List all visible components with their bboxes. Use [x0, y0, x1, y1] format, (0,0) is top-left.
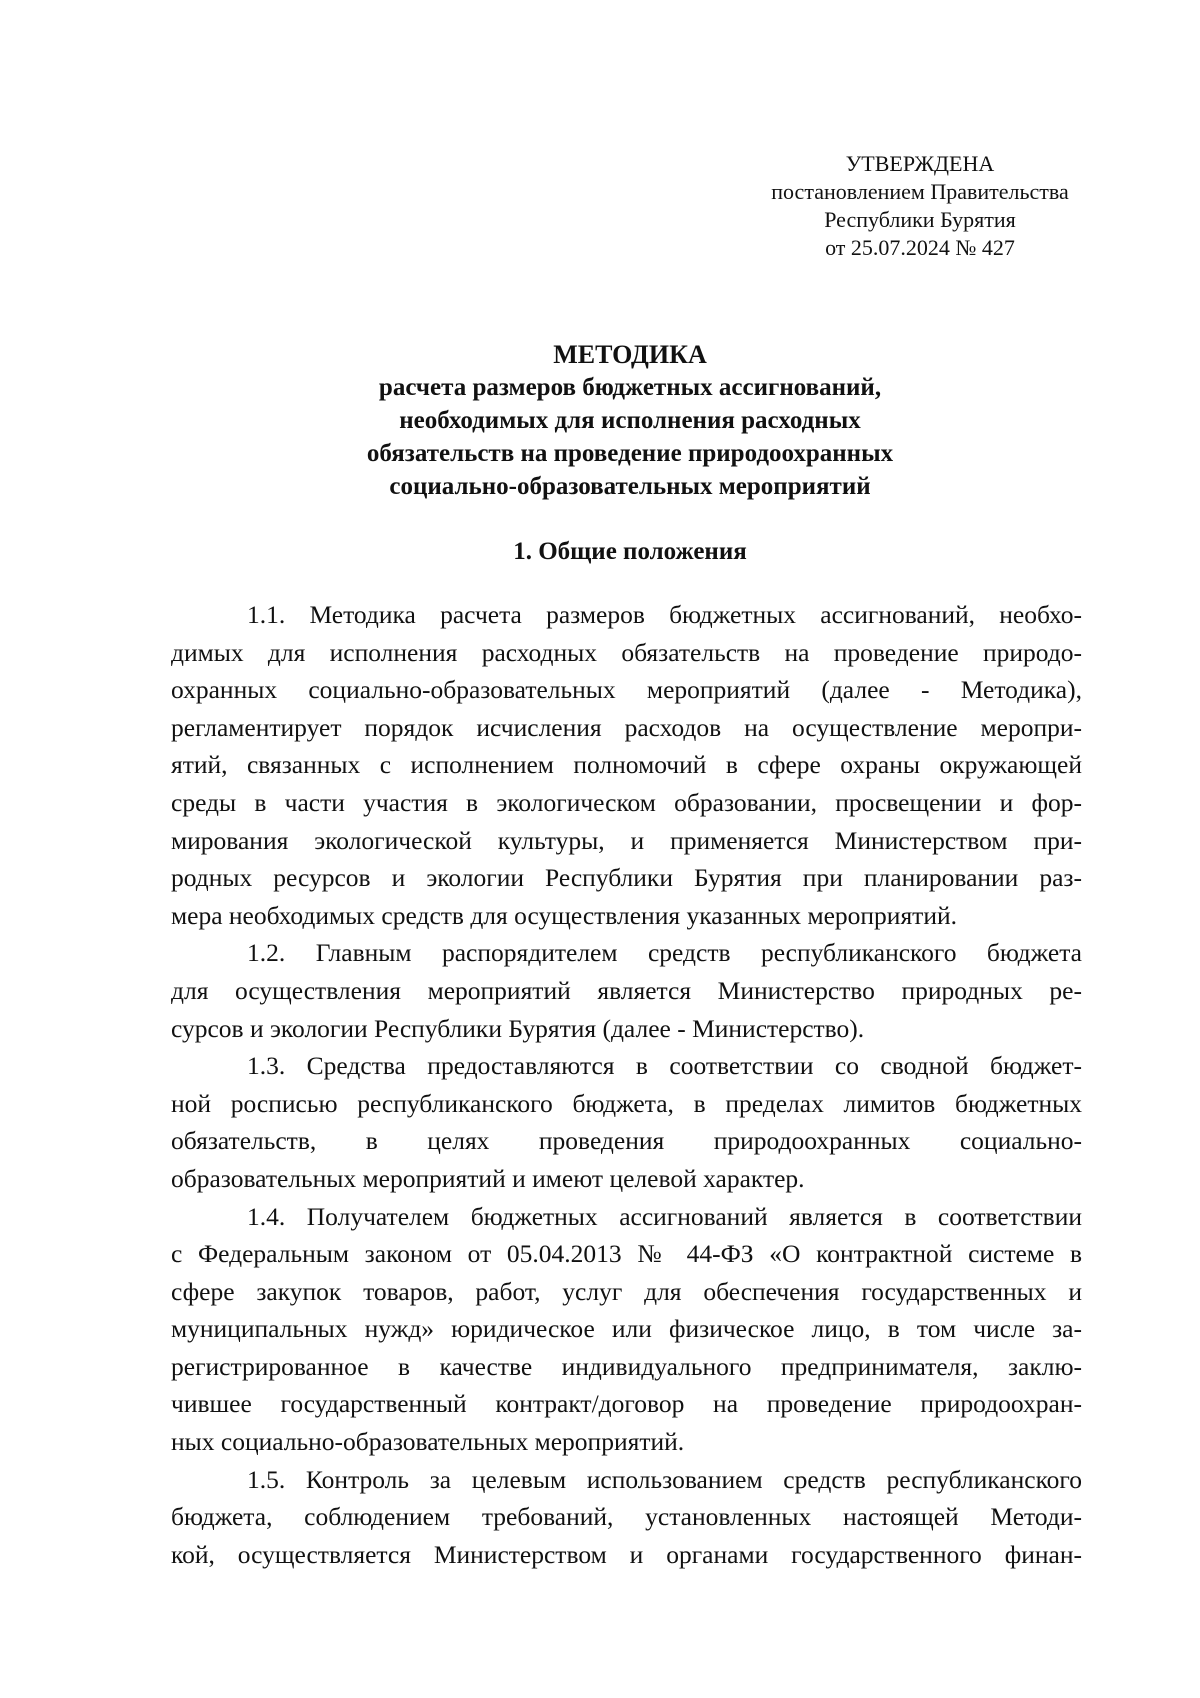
title-main: МЕТОДИКА	[553, 340, 707, 369]
text-line: димых для исполнения расходных обязательств на проведение природо-	[171, 637, 1082, 667]
text-line: бюджета, соблюдением требований, установленных настоящей Методи-	[171, 1502, 1082, 1532]
text-line: мирования экологической культуры, и применяется Министерством при-	[171, 825, 1082, 855]
text-line: сурсов и экологии Республики Бурятия (далее - Министерство).	[171, 1013, 865, 1043]
text-line: 1.4. Получателем бюджетных ассигнований является в соответствии	[247, 1201, 1082, 1231]
text-line: ной росписью республиканского бюджета, в пределах лимитов бюджетных	[171, 1088, 1082, 1118]
text-line: родных ресурсов и экологии Республики Бурятия при планировании раз-	[171, 863, 1082, 893]
approval-line-2: Республики Бурятия	[824, 207, 1016, 232]
text-line: образовательных мероприятий и имеют целевой характер.	[171, 1163, 805, 1193]
title-line: расчета размеров бюджетных ассигнований,	[378, 374, 882, 401]
text-line: чившее государственный контракт/договор на проведение природоохран-	[171, 1389, 1082, 1419]
text-line: сфере закупок товаров, работ, услуг для обеспечения государственных и	[171, 1276, 1082, 1306]
approval-line-1: постановлением Правительства	[771, 179, 1069, 204]
paragraph-1-2	[171, 934, 1082, 1047]
title-line: социально-образовательных мероприятий	[389, 473, 871, 500]
text-line: 1.3. Средства предоставляются в соответствии со сводной бюджет-	[247, 1051, 1082, 1081]
text-line: ных социально-образовательных мероприятий.	[171, 1427, 685, 1457]
text-line: для осуществления мероприятий является Министерство природных ре-	[171, 975, 1082, 1005]
approval-status: УТВЕРЖДЕНА	[845, 151, 995, 176]
paragraph-1-5	[171, 1461, 1082, 1574]
section-heading: 1. Общие положения	[513, 538, 747, 565]
document-title	[170, 338, 1090, 503]
text-line: кой, осуществляется Министерством и органами государственного финан-	[171, 1539, 1082, 1569]
paragraph-1-1	[171, 596, 1082, 934]
text-line: регламентирует порядок исчисления расходов на осуществление меропри-	[171, 712, 1082, 742]
approval-block	[740, 150, 1100, 262]
text-line: обязательств, в целях проведения природоохранных социально-	[171, 1126, 1082, 1156]
text-line: среды в части участия в экологическом образовании, просвещении и фор-	[171, 787, 1082, 817]
text-line: ятий, связанных с исполнением полномочий в сфере охраны окружающей	[171, 750, 1082, 780]
text-line: с Федеральным законом от 05.04.2013 № 44-ФЗ «О контрактной системе в	[171, 1239, 1082, 1269]
title-line: обязательств на проведение природоохранных	[366, 440, 894, 467]
approval-line-3: от 25.07.2024 № 427	[825, 235, 1015, 260]
text-line: 1.2. Главным распорядителем средств республиканского бюджета	[247, 938, 1082, 968]
text-line: 1.1. Методика расчета размеров бюджетных ассигнований, необхо-	[247, 600, 1082, 629]
paragraph-1-4	[171, 1198, 1082, 1461]
text-line: муниципальных нужд» юридическое или физическое лицо, в том числе за-	[171, 1314, 1082, 1344]
text-line: мера необходимых средств для осуществления указанных мероприятий.	[171, 900, 957, 930]
text-line: регистрированное в качестве индивидуального предпринимателя, заклю-	[171, 1351, 1082, 1381]
text-line: 1.5. Контроль за целевым использованием средств республиканского	[247, 1464, 1082, 1494]
document-body	[171, 596, 1082, 1573]
paragraph-1-3	[171, 1047, 1082, 1197]
text-line: охранных социально-образовательных мероприятий (далее - Методика),	[171, 675, 1082, 705]
title-line: необходимых для исполнения расходных	[399, 407, 861, 434]
